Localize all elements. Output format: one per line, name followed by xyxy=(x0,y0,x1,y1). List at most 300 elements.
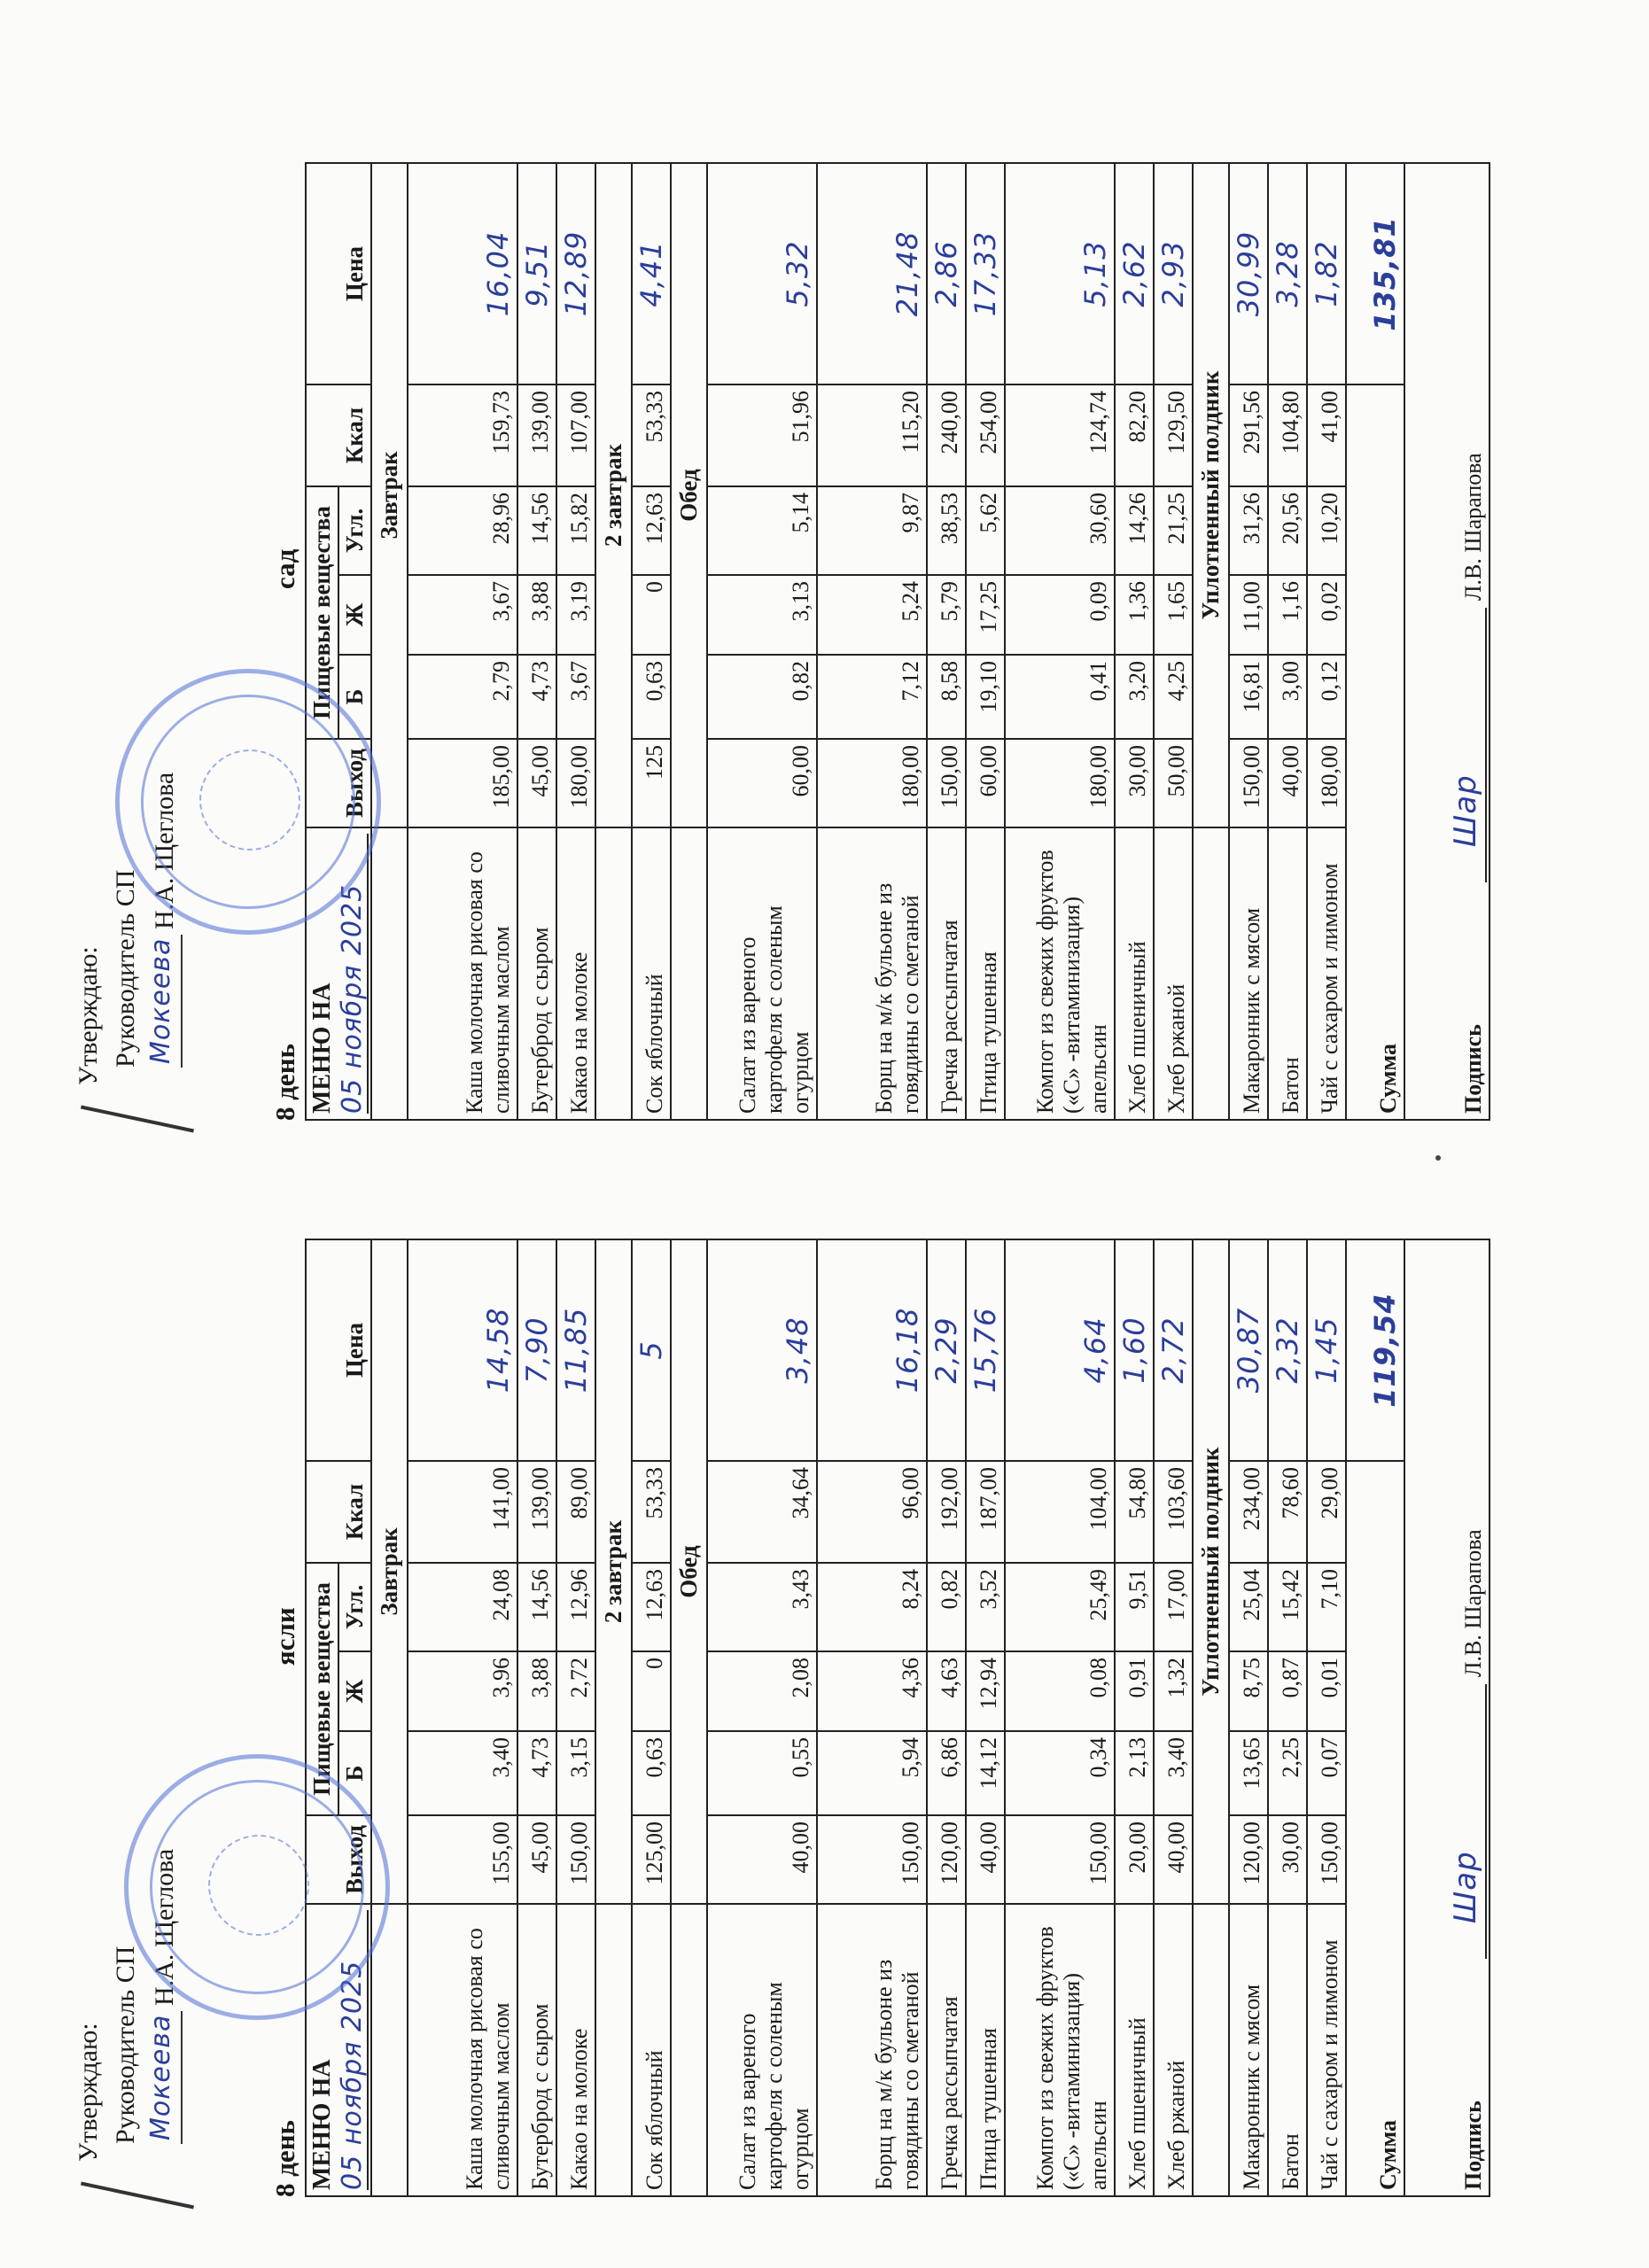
table-row xyxy=(1229,1239,1268,2196)
approval-mark xyxy=(81,2182,194,2210)
dish-price: 4,64 xyxy=(1005,1239,1115,1461)
signature-line xyxy=(1448,608,1487,882)
dish-name: Сок яблочный xyxy=(632,1904,671,2196)
table-row xyxy=(1229,163,1268,1120)
section-row xyxy=(371,1239,408,2196)
col-nutrients: Пищевые вещества xyxy=(306,486,338,739)
menu-table xyxy=(305,1239,1490,2197)
dish-carbs: 14,26 xyxy=(1115,486,1154,575)
dish-carbs: 17,00 xyxy=(1154,1563,1193,1651)
dish-protein: 8,58 xyxy=(927,655,966,739)
dish-output: 60,00 xyxy=(966,739,1005,827)
dish-output: 60,00 xyxy=(707,739,817,827)
dish-output: 180,00 xyxy=(1005,739,1115,827)
dish-name: Батон xyxy=(1268,827,1307,1120)
dish-price: 3,48 xyxy=(707,1239,817,1461)
section-row xyxy=(671,163,707,1120)
section-row xyxy=(595,1239,632,2196)
dish-output: 45,00 xyxy=(517,739,556,827)
dish-output: 20,00 xyxy=(1115,1815,1154,1904)
dish-output: 150,00 xyxy=(1307,1815,1346,1904)
section-title: 2 завтрак xyxy=(595,163,632,827)
dish-price: 17,33 xyxy=(966,163,1005,384)
dish-protein: 3,00 xyxy=(1268,655,1307,739)
dish-carbs: 31,26 xyxy=(1229,486,1268,575)
dish-kcal: 96,00 xyxy=(817,1461,927,1563)
dish-output: 50,00 xyxy=(1154,739,1193,827)
menu-date: 05 ноября 2025 xyxy=(337,834,369,1114)
dish-carbs: 9,87 xyxy=(817,486,927,575)
dish-price: 12,89 xyxy=(556,163,595,384)
approval-name: Н.А. Щеглова xyxy=(150,772,179,929)
dish-fat: 4,63 xyxy=(927,1651,966,1731)
signature-row xyxy=(1404,1239,1490,2196)
dish-price: 30,99 xyxy=(1229,163,1268,384)
dish-name: Хлеб ржаной xyxy=(1154,827,1193,1120)
dish-kcal: 103,60 xyxy=(1154,1461,1193,1563)
table-row xyxy=(1268,163,1307,1120)
table-row xyxy=(927,1239,966,2196)
dish-carbs: 25,49 xyxy=(1005,1563,1115,1651)
dish-protein: 3,40 xyxy=(1154,1731,1193,1815)
dish-protein: 2,13 xyxy=(1115,1731,1154,1815)
dish-price: 16,18 xyxy=(817,1239,927,1461)
dish-kcal: 254,00 xyxy=(966,384,1005,486)
dish-carbs: 15,42 xyxy=(1268,1563,1307,1651)
dish-output: 180,00 xyxy=(817,739,927,827)
menu-title: МЕНЮ НА xyxy=(308,2059,336,2190)
dish-output: 180,00 xyxy=(556,739,595,827)
dish-price: 30,87 xyxy=(1229,1239,1268,1461)
dish-name: Бутерброд с сыром xyxy=(517,1904,556,2196)
dish-protein: 0,63 xyxy=(632,655,671,739)
signature-row xyxy=(1404,163,1490,1120)
dish-carbs: 5,62 xyxy=(966,486,1005,575)
dish-price: 16,04 xyxy=(408,163,517,384)
dish-protein: 4,73 xyxy=(517,655,556,739)
table-row xyxy=(632,163,671,1120)
dish-fat: 2,08 xyxy=(707,1651,817,1731)
dish-protein: 16,81 xyxy=(1229,655,1268,739)
header-row xyxy=(306,163,338,1120)
dish-output: 120,00 xyxy=(927,1815,966,1904)
dish-output: 150,00 xyxy=(1005,1815,1115,1904)
signature-line xyxy=(1448,1684,1487,1959)
dish-price: 2,29 xyxy=(927,1239,966,1461)
col-price: Цена xyxy=(306,1239,371,1461)
table-row xyxy=(1115,1239,1154,2196)
dish-kcal: 78,60 xyxy=(1268,1461,1307,1563)
section-spacer xyxy=(595,1904,632,2196)
dish-kcal: 53,33 xyxy=(632,384,671,486)
section-spacer xyxy=(671,1904,707,2196)
col-protein: Б xyxy=(338,655,371,739)
dish-price: 3,28 xyxy=(1268,163,1307,384)
dish-carbs: 15,82 xyxy=(556,486,595,575)
dish-output: 150,00 xyxy=(556,1815,595,1904)
dish-name: Каша молочная рисовая со сливочным маслом xyxy=(408,1904,517,2196)
dish-name: Гречка рассыпчатая xyxy=(927,827,966,1120)
approval-position: Руководитель СП xyxy=(111,1946,140,2144)
dish-kcal: 234,00 xyxy=(1229,1461,1268,1563)
dish-carbs: 12,63 xyxy=(632,1563,671,1651)
dish-carbs: 14,56 xyxy=(517,1563,556,1651)
dish-carbs: 24,08 xyxy=(408,1563,517,1651)
section-title: Уплотненный полдник xyxy=(1193,1239,1229,1904)
signature-handwriting: Шар xyxy=(1448,1851,1483,1924)
sum-label: Сумма xyxy=(1346,1461,1404,2196)
col-carbs: Угл. xyxy=(338,486,371,575)
day-label: 8 день xyxy=(269,2120,300,2197)
section-spacer xyxy=(371,827,408,1120)
sum-row xyxy=(1346,1239,1404,2196)
dish-protein: 13,65 xyxy=(1229,1731,1268,1815)
col-fat: Ж xyxy=(338,575,371,655)
table-row xyxy=(1268,1239,1307,2196)
day-row xyxy=(266,164,305,1121)
approval-position: Руководитель СП xyxy=(111,869,140,1068)
section-title: Завтрак xyxy=(371,1239,408,1904)
dish-fat: 8,75 xyxy=(1229,1651,1268,1731)
signature-name: Л.В. Шарапова xyxy=(1460,453,1486,602)
approval-mark xyxy=(81,1106,194,1133)
dish-kcal: 192,00 xyxy=(927,1461,966,1563)
col-kcal: Ккал xyxy=(306,384,371,486)
dish-protein: 0,63 xyxy=(632,1731,671,1815)
dish-fat: 11,00 xyxy=(1229,575,1268,655)
dish-name: Хлеб пшеничный xyxy=(1115,1904,1154,2196)
dish-price: 5,32 xyxy=(707,163,817,384)
dish-kcal: 107,00 xyxy=(556,384,595,486)
dish-carbs: 3,52 xyxy=(966,1563,1005,1651)
dish-name: Бутерброд с сыром xyxy=(517,827,556,1120)
dish-output: 40,00 xyxy=(1268,739,1307,827)
section-title: Завтрак xyxy=(371,163,408,827)
dish-kcal: 104,00 xyxy=(1005,1461,1115,1563)
dish-protein: 3,40 xyxy=(408,1731,517,1815)
dish-protein: 14,12 xyxy=(966,1731,1005,1815)
dish-output: 150,00 xyxy=(817,1815,927,1904)
dish-price: 7,90 xyxy=(517,1239,556,1461)
signature-cell xyxy=(1404,163,1490,1120)
dish-carbs: 10,20 xyxy=(1307,486,1346,575)
dish-fat: 5,24 xyxy=(817,575,927,655)
dish-fat: 0,87 xyxy=(1268,1651,1307,1731)
dish-carbs: 20,56 xyxy=(1268,486,1307,575)
dish-kcal: 129,50 xyxy=(1154,384,1193,486)
section-spacer xyxy=(1193,827,1229,1120)
dish-fat: 0,91 xyxy=(1115,1651,1154,1731)
menu-date: 05 ноября 2025 xyxy=(337,1910,369,2190)
dish-kcal: 115,20 xyxy=(817,384,927,486)
dish-output: 150,00 xyxy=(1229,739,1268,827)
dish-fat: 12,94 xyxy=(966,1651,1005,1731)
signature-name: Л.В. Шарапова xyxy=(1460,1529,1486,1678)
sum-label: Сумма xyxy=(1346,384,1404,1120)
dish-kcal: 89,00 xyxy=(556,1461,595,1563)
dish-price: 9,51 xyxy=(517,163,556,384)
dish-name: Чай с сахаром и лимоном xyxy=(1307,1904,1346,2196)
table-row xyxy=(408,1239,517,2196)
dish-protein: 0,55 xyxy=(707,1731,817,1815)
section-title: Уплотненный полдник xyxy=(1193,163,1229,827)
section-row xyxy=(371,163,408,1120)
dish-fat: 4,36 xyxy=(817,1651,927,1731)
dish-output: 45,00 xyxy=(517,1815,556,1904)
dish-output: 155,00 xyxy=(408,1815,517,1904)
dish-price: 1,60 xyxy=(1115,1239,1154,1461)
col-output: Выход xyxy=(306,739,371,827)
sum-value: 135,81 xyxy=(1346,163,1404,384)
table-row xyxy=(817,1239,927,2196)
dish-output: 185,00 xyxy=(408,739,517,827)
dish-protein: 3,15 xyxy=(556,1731,595,1815)
dish-fat: 3,88 xyxy=(517,1651,556,1731)
day-label: 8 день xyxy=(269,1044,300,1121)
dish-fat: 0 xyxy=(632,1651,671,1731)
dish-carbs: 25,04 xyxy=(1229,1563,1268,1651)
dish-carbs: 3,43 xyxy=(707,1563,817,1651)
dish-protein: 2,25 xyxy=(1268,1731,1307,1815)
table-row xyxy=(1005,163,1115,1120)
dish-fat: 0,08 xyxy=(1005,1651,1115,1731)
dish-name: Какао на молоке xyxy=(556,827,595,1120)
dish-name: Хлеб ржаной xyxy=(1154,1904,1193,2196)
dish-output: 30,00 xyxy=(1268,1815,1307,1904)
table-row xyxy=(707,163,817,1120)
dish-carbs: 8,24 xyxy=(817,1563,927,1651)
dish-carbs: 21,25 xyxy=(1154,486,1193,575)
section-row xyxy=(595,163,632,1120)
sum-value: 119,54 xyxy=(1346,1239,1404,1461)
table-row xyxy=(927,163,966,1120)
section-title: Обед xyxy=(671,163,707,827)
dish-name: Компот из свежих фруктов («С» -витаминизация) апельсин xyxy=(1005,1904,1115,2196)
dish-fat: 17,25 xyxy=(966,575,1005,655)
dish-carbs: 12,96 xyxy=(556,1563,595,1651)
section-spacer xyxy=(371,1904,408,2196)
dish-carbs: 5,14 xyxy=(707,486,817,575)
approval-signature: Мокеева xyxy=(145,2014,176,2140)
approval-block xyxy=(62,164,266,1121)
dish-kcal: 187,00 xyxy=(966,1461,1005,1563)
day-row xyxy=(266,1240,305,2197)
dish-protein: 0,07 xyxy=(1307,1731,1346,1815)
official-seal xyxy=(115,669,381,935)
dish-price: 15,76 xyxy=(966,1239,1005,1461)
dish-protein: 4,73 xyxy=(517,1731,556,1815)
dish-price: 5 xyxy=(632,1239,671,1461)
col-fat: Ж xyxy=(338,1651,371,1731)
section-title: 2 завтрак xyxy=(595,1239,632,1904)
dish-kcal: 139,00 xyxy=(517,384,556,486)
dish-name: Какао на молоке xyxy=(556,1904,595,2196)
dish-name: Макаронник с мясом xyxy=(1229,1904,1268,2196)
table-row xyxy=(966,1239,1005,2196)
table-row xyxy=(556,1239,595,2196)
signature-label: Подпись xyxy=(1460,2101,1486,2190)
dish-protein: 2,79 xyxy=(408,655,517,739)
dish-protein: 6,86 xyxy=(927,1731,966,1815)
section-spacer xyxy=(595,827,632,1120)
dish-price: 11,85 xyxy=(556,1239,595,1461)
dish-protein: 5,94 xyxy=(817,1731,927,1815)
menu-nursery xyxy=(62,1240,1490,2197)
dish-fat: 1,36 xyxy=(1115,575,1154,655)
dish-carbs: 9,51 xyxy=(1115,1563,1154,1651)
menu-kindergarten xyxy=(62,164,1490,1121)
dish-price: 2,93 xyxy=(1154,163,1193,384)
table-row xyxy=(556,163,595,1120)
dish-price: 14,58 xyxy=(408,1239,517,1461)
table-row xyxy=(1307,163,1346,1120)
col-output: Выход xyxy=(306,1815,371,1904)
dish-name: Гречка рассыпчатая xyxy=(927,1904,966,2196)
table-row xyxy=(632,1239,671,2196)
dish-name: Салат из вареного картофеля с соленым огурцом xyxy=(707,827,817,1120)
menu-table xyxy=(305,162,1490,1121)
dish-price: 21,48 xyxy=(817,163,927,384)
dish-fat: 3,67 xyxy=(408,575,517,655)
dish-kcal: 124,74 xyxy=(1005,384,1115,486)
table-row xyxy=(408,163,517,1120)
table-row xyxy=(1005,1239,1115,2196)
table-row xyxy=(966,163,1005,1120)
dish-carbs: 38,53 xyxy=(927,486,966,575)
dish-carbs: 14,56 xyxy=(517,486,556,575)
dish-fat: 0 xyxy=(632,575,671,655)
dish-kcal: 41,00 xyxy=(1307,384,1346,486)
institution-label: ясли xyxy=(269,1607,300,1666)
section-title: Обед xyxy=(671,1239,707,1904)
dish-price: 4,41 xyxy=(632,163,671,384)
dish-output: 120,00 xyxy=(1229,1815,1268,1904)
dish-kcal: 141,00 xyxy=(408,1461,517,1563)
dish-fat: 1,16 xyxy=(1268,575,1307,655)
dish-kcal: 34,64 xyxy=(707,1461,817,1563)
approval-signature: Мокеева xyxy=(145,937,176,1064)
dish-fat: 0,09 xyxy=(1005,575,1115,655)
col-kcal: Ккал xyxy=(306,1461,371,1563)
section-row xyxy=(671,1239,707,2196)
dish-protein: 0,41 xyxy=(1005,655,1115,739)
dish-price: 2,86 xyxy=(927,163,966,384)
dish-price: 2,72 xyxy=(1154,1239,1193,1461)
dish-kcal: 29,00 xyxy=(1307,1461,1346,1563)
dish-protein: 3,67 xyxy=(556,655,595,739)
dish-name: Борщ на м/к бульоне из говядины со сметаной xyxy=(817,1904,927,2196)
sum-row xyxy=(1346,163,1404,1120)
institution-label: сад xyxy=(269,548,300,589)
dish-kcal: 53,33 xyxy=(632,1461,671,1563)
approval-block xyxy=(62,1240,266,2197)
dish-kcal: 54,80 xyxy=(1115,1461,1154,1563)
dish-name: Птица тушенная xyxy=(966,1904,1005,2196)
dish-output: 150,00 xyxy=(927,739,966,827)
dish-carbs: 0,82 xyxy=(927,1563,966,1651)
dish-name: Борщ на м/к бульоне из говядины со сметаной xyxy=(817,827,927,1120)
section-spacer xyxy=(1193,1904,1229,2196)
dish-fat: 3,19 xyxy=(556,575,595,655)
dish-fat: 3,13 xyxy=(707,575,817,655)
dish-name: Птица тушенная xyxy=(966,827,1005,1120)
col-carbs: Угл. xyxy=(338,1563,371,1651)
dish-price: 2,32 xyxy=(1268,1239,1307,1461)
dish-fat: 0,01 xyxy=(1307,1651,1346,1731)
col-nutrients: Пищевые вещества xyxy=(306,1563,338,1815)
dish-kcal: 104,80 xyxy=(1268,384,1307,486)
dish-fat: 3,88 xyxy=(517,575,556,655)
section-row xyxy=(1193,1239,1229,2196)
dish-kcal: 139,00 xyxy=(517,1461,556,1563)
dish-protein: 4,25 xyxy=(1154,655,1193,739)
dish-name: Хлеб пшеничный xyxy=(1115,827,1154,1120)
dish-output: 40,00 xyxy=(966,1815,1005,1904)
header-row xyxy=(306,1239,338,2196)
official-seal xyxy=(124,1754,390,2020)
dish-price: 5,13 xyxy=(1005,163,1115,384)
dish-protein: 7,12 xyxy=(817,655,927,739)
dish-kcal: 159,73 xyxy=(408,384,517,486)
col-protein: Б xyxy=(338,1731,371,1815)
dish-kcal: 82,20 xyxy=(1115,384,1154,486)
table-row xyxy=(1307,1239,1346,2196)
dish-fat: 2,72 xyxy=(556,1651,595,1731)
dish-kcal: 291,56 xyxy=(1229,384,1268,486)
dish-carbs: 12,63 xyxy=(632,486,671,575)
dish-carbs: 30,60 xyxy=(1005,486,1115,575)
dish-kcal: 240,00 xyxy=(927,384,966,486)
dish-fat: 3,96 xyxy=(408,1651,517,1731)
table-row xyxy=(517,1239,556,2196)
dish-fat: 0,02 xyxy=(1307,575,1346,655)
dish-kcal: 51,96 xyxy=(707,384,817,486)
dish-fat: 1,65 xyxy=(1154,575,1193,655)
dish-output: 180,00 xyxy=(1307,739,1346,827)
dish-protein: 0,12 xyxy=(1307,655,1346,739)
table-row xyxy=(1115,163,1154,1120)
signature-label: Подпись xyxy=(1460,1024,1486,1114)
dish-fat: 5,79 xyxy=(927,575,966,655)
dish-protein: 3,20 xyxy=(1115,655,1154,739)
signature-handwriting: Шар xyxy=(1448,774,1483,848)
table-row xyxy=(1154,163,1193,1120)
dish-carbs: 7,10 xyxy=(1307,1563,1346,1651)
dish-price: 1,82 xyxy=(1307,163,1346,384)
section-row xyxy=(1193,163,1229,1120)
dish-price: 2,62 xyxy=(1115,163,1154,384)
dish-protein: 19,10 xyxy=(966,655,1005,739)
dish-name: Чай с сахаром и лимоном xyxy=(1307,827,1346,1120)
table-row xyxy=(1154,1239,1193,2196)
dish-fat: 1,32 xyxy=(1154,1651,1193,1731)
scan-speck xyxy=(1435,1155,1441,1161)
dish-name: Каша молочная рисовая со сливочным маслом xyxy=(408,827,517,1120)
col-price: Цена xyxy=(306,163,371,384)
approval-name: Н.А. Щеглова xyxy=(150,1848,179,2006)
dish-name: Сок яблочный xyxy=(632,827,671,1120)
menu-title: МЕНЮ НА xyxy=(308,983,336,1114)
dish-name: Компот из свежих фруктов («С» -витаминизация) апельсин xyxy=(1005,827,1115,1120)
signature-cell xyxy=(1404,1239,1490,2196)
dish-output: 125,00 xyxy=(632,1815,671,1904)
dish-output: 30,00 xyxy=(1115,739,1154,827)
dish-name: Салат из вареного картофеля с соленым огурцом xyxy=(707,1904,817,2196)
table-row xyxy=(517,163,556,1120)
dish-protein: 0,34 xyxy=(1005,1731,1115,1815)
dish-output: 40,00 xyxy=(707,1815,817,1904)
table-row xyxy=(817,163,927,1120)
